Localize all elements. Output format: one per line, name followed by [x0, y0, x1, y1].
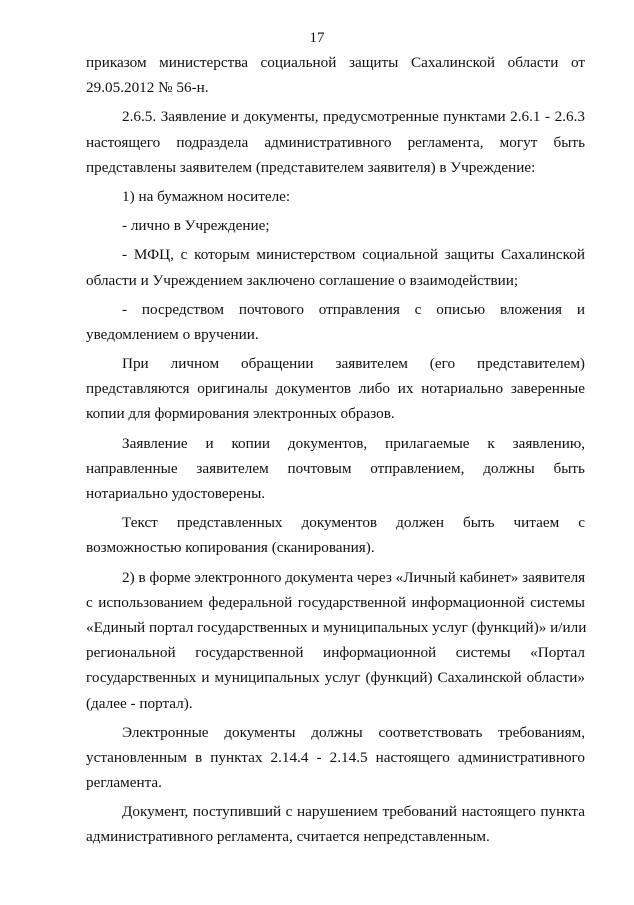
text-line: представлены заявителем (представителем заявителя) в Учреждение:	[86, 158, 536, 176]
text-line: области и Учреждением заключено соглашение о взаимодействии;	[86, 271, 519, 289]
text-line: Документ, поступивший с нарушением требований настоящего пункта	[122, 803, 585, 821]
document-body	[86, 50, 585, 850]
text-line: копии для формирования электронных образов.	[86, 405, 395, 423]
text-line: 2.6.5. Заявление и документы, предусмотренные пунктами 2.6.1 - 2.6.3	[122, 108, 585, 126]
text-line: возможностью копирования (сканирования).	[86, 539, 375, 557]
text-line: нотариально удостоверены.	[86, 485, 266, 502]
text-line: настоящего подраздела административного регламента, могут быть	[86, 133, 585, 151]
text-line: Электронные документы должны соответствовать требованиям,	[122, 723, 585, 741]
text-line: - лично в Учреждение;	[122, 217, 270, 235]
text-line: установленным в пунктах 2.14.4 - 2.14.5 настоящего административного	[86, 748, 585, 766]
text-line: 2) в форме электронного документа через «Личный кабинет» заявителя	[122, 568, 586, 586]
text-line: При личном обращении заявителем (его представителем)	[122, 355, 585, 373]
text-line: регламента.	[86, 774, 162, 792]
page-number: 17	[309, 30, 325, 46]
text-line: региональной государственной информационной системы «Портал	[86, 644, 585, 662]
text-line: 29.05.2012 № 56-н.	[86, 79, 209, 97]
text-line: направленные заявителем почтовым отправлением, должны быть	[86, 459, 585, 477]
text-line: с использованием федеральной государственной информационной системы	[86, 593, 585, 611]
text-line: 1) на бумажном носителе:	[122, 187, 291, 205]
text-line: представляются оригиналы документов либо их нотариально заверенные	[86, 380, 585, 398]
text-line: Текст представленных документов должен быть читаем с	[122, 514, 585, 532]
text-line: государственных и муниципальных услуг (функций) Сахалинской области»	[86, 669, 585, 687]
text-line: - МФЦ, с которым министерством социальной защиты Сахалинской	[122, 246, 585, 264]
text-line: уведомлением о вручении.	[86, 325, 259, 343]
text-line: «Единый портал государственных и муниципальных услуг (функций)» и/или	[86, 618, 587, 636]
text-line: приказом министерства социальной защиты Сахалинской области от	[86, 54, 585, 71]
text-line: - посредством почтового отправления с описью вложения и	[122, 300, 585, 318]
text-line: Заявление и копии документов, прилагаемые к заявлению,	[122, 434, 585, 452]
text-line: административного регламента, считается непредставленным.	[86, 828, 490, 846]
text-line: (далее - портал).	[86, 694, 193, 712]
